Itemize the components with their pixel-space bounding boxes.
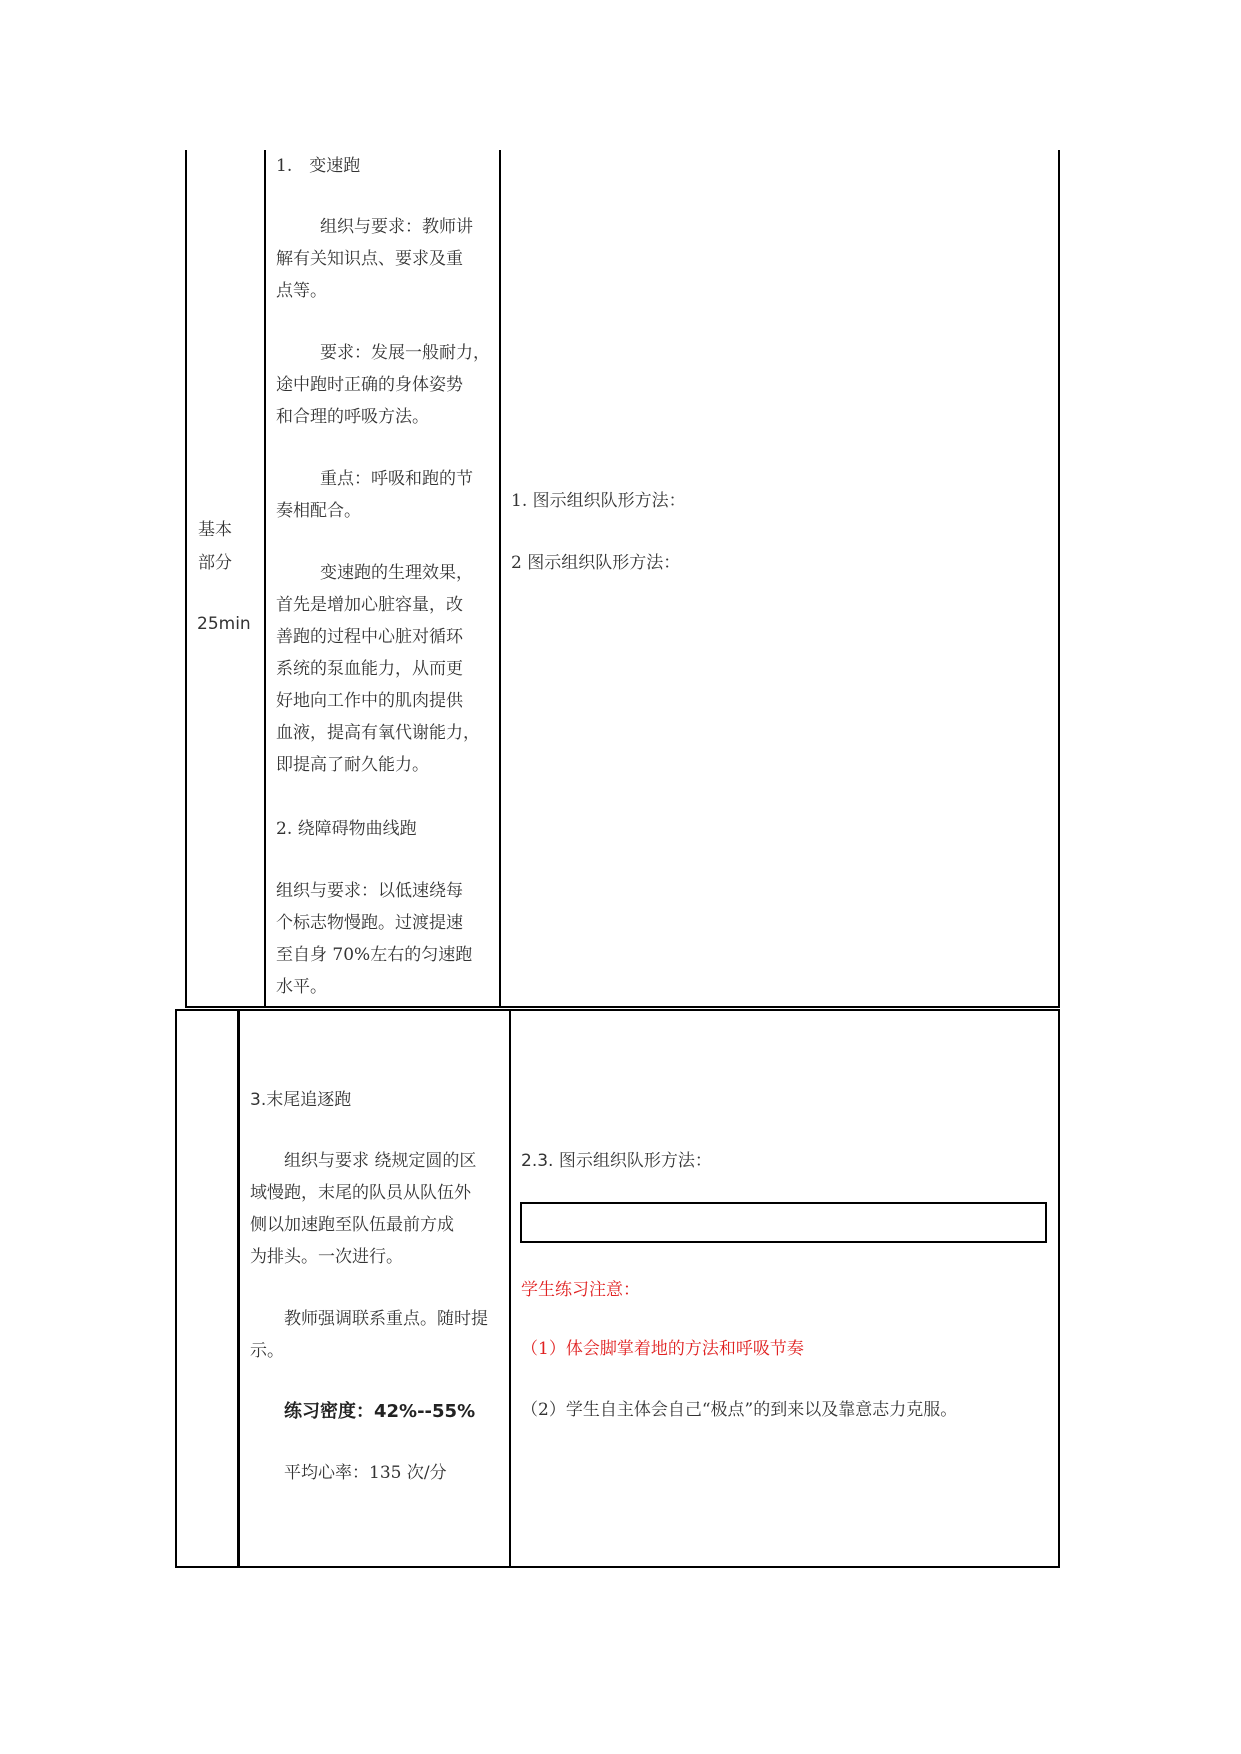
table2-col-divider-1 xyxy=(237,1009,240,1568)
item1-effect-line: 善跑的过程中心脏对循环 xyxy=(276,627,463,647)
item1-effect-line: 血液，提高有氧代谢能力， xyxy=(276,723,480,743)
item2-org-line: 组织与要求：以低速绕每 xyxy=(276,881,463,901)
item1-key-line: 重点：呼吸和跑的节 xyxy=(320,469,473,489)
item1-org-line: 点等。 xyxy=(276,281,327,301)
table1-col-divider-1 xyxy=(264,150,266,1008)
item1-effect-line: 首先是增加心脏容量，改 xyxy=(276,595,463,615)
item1-req-line: 和合理的呼吸方法。 xyxy=(276,407,429,427)
item2-org-line: 水平。 xyxy=(276,977,327,997)
item1-effect-line: 好地向工作中的肌肉提供 xyxy=(276,691,463,711)
table2-col-divider-2 xyxy=(509,1009,511,1568)
table1-bottom-border xyxy=(185,1006,1060,1008)
note-1: （1）体会脚掌着地的方法和呼吸节奏 xyxy=(521,1339,804,1359)
section-duration: 25min xyxy=(197,614,251,634)
table2-left-border xyxy=(175,1009,177,1568)
item1-org-line: 组织与要求：教师讲 xyxy=(320,217,473,237)
table1-left-border xyxy=(185,150,187,1008)
item3-title: 3.末尾追逐跑 xyxy=(250,1090,352,1110)
table1-col-divider-2 xyxy=(499,150,501,1008)
section-label-line1: 基本 xyxy=(198,520,232,540)
item1-title: 1. 变速跑 xyxy=(276,156,361,176)
item3-org-line: 为排头。一次进行。 xyxy=(250,1247,403,1267)
table2-right-border xyxy=(1058,1009,1060,1568)
item2-title: 2. 绕障碍物曲线跑 xyxy=(276,819,417,839)
item1-req-line: 要求：发展一般耐力， xyxy=(320,343,490,363)
emphasis-line: 示。 xyxy=(250,1341,284,1361)
diagram1-caption: 1. 图示组织队形方法： xyxy=(511,491,686,511)
diagram3-caption: 2.3. 图示组织队形方法： xyxy=(521,1151,712,1171)
item1-req-line: 途中跑时正确的身体姿势 xyxy=(276,375,463,395)
diagram-placeholder-box xyxy=(520,1202,1047,1243)
section-label-line2: 部分 xyxy=(198,553,232,573)
table1-right-border xyxy=(1058,150,1060,1008)
item1-effect-line: 系统的泵血能力，从而更 xyxy=(276,659,463,679)
item2-org-line: 个标志物慢跑。过渡提速 xyxy=(276,913,463,933)
table2-bottom-border xyxy=(175,1566,1060,1568)
item3-org-line: 侧以加速跑至队伍最前方成 xyxy=(250,1215,454,1235)
note-2: （2）学生自主体会自己“极点”的到来以及靠意志力克服。 xyxy=(521,1400,958,1420)
table2-top-border xyxy=(175,1009,1060,1011)
emphasis-line: 教师强调联系重点。随时提 xyxy=(284,1309,488,1329)
average-heart-rate: 平均心率：135 次/分 xyxy=(284,1463,447,1483)
diagram2-caption: 2 图示组织队形方法： xyxy=(511,553,681,573)
attention-title: 学生练习注意： xyxy=(521,1280,640,1300)
item1-org-line: 解有关知识点、要求及重 xyxy=(276,249,463,269)
item3-org-line: 组织与要求 绕规定圆的区 xyxy=(284,1151,477,1171)
item3-org-line: 域慢跑，末尾的队员从队伍外 xyxy=(250,1183,471,1203)
item1-effect-line: 变速跑的生理效果， xyxy=(320,563,473,583)
practice-density: 练习密度：42%--55% xyxy=(284,1401,476,1422)
item1-effect-line: 即提高了耐久能力。 xyxy=(276,755,429,775)
item2-org-line: 至自身 70%左右的匀速跑 xyxy=(276,945,473,965)
item1-key-line: 奏相配合。 xyxy=(276,501,361,521)
